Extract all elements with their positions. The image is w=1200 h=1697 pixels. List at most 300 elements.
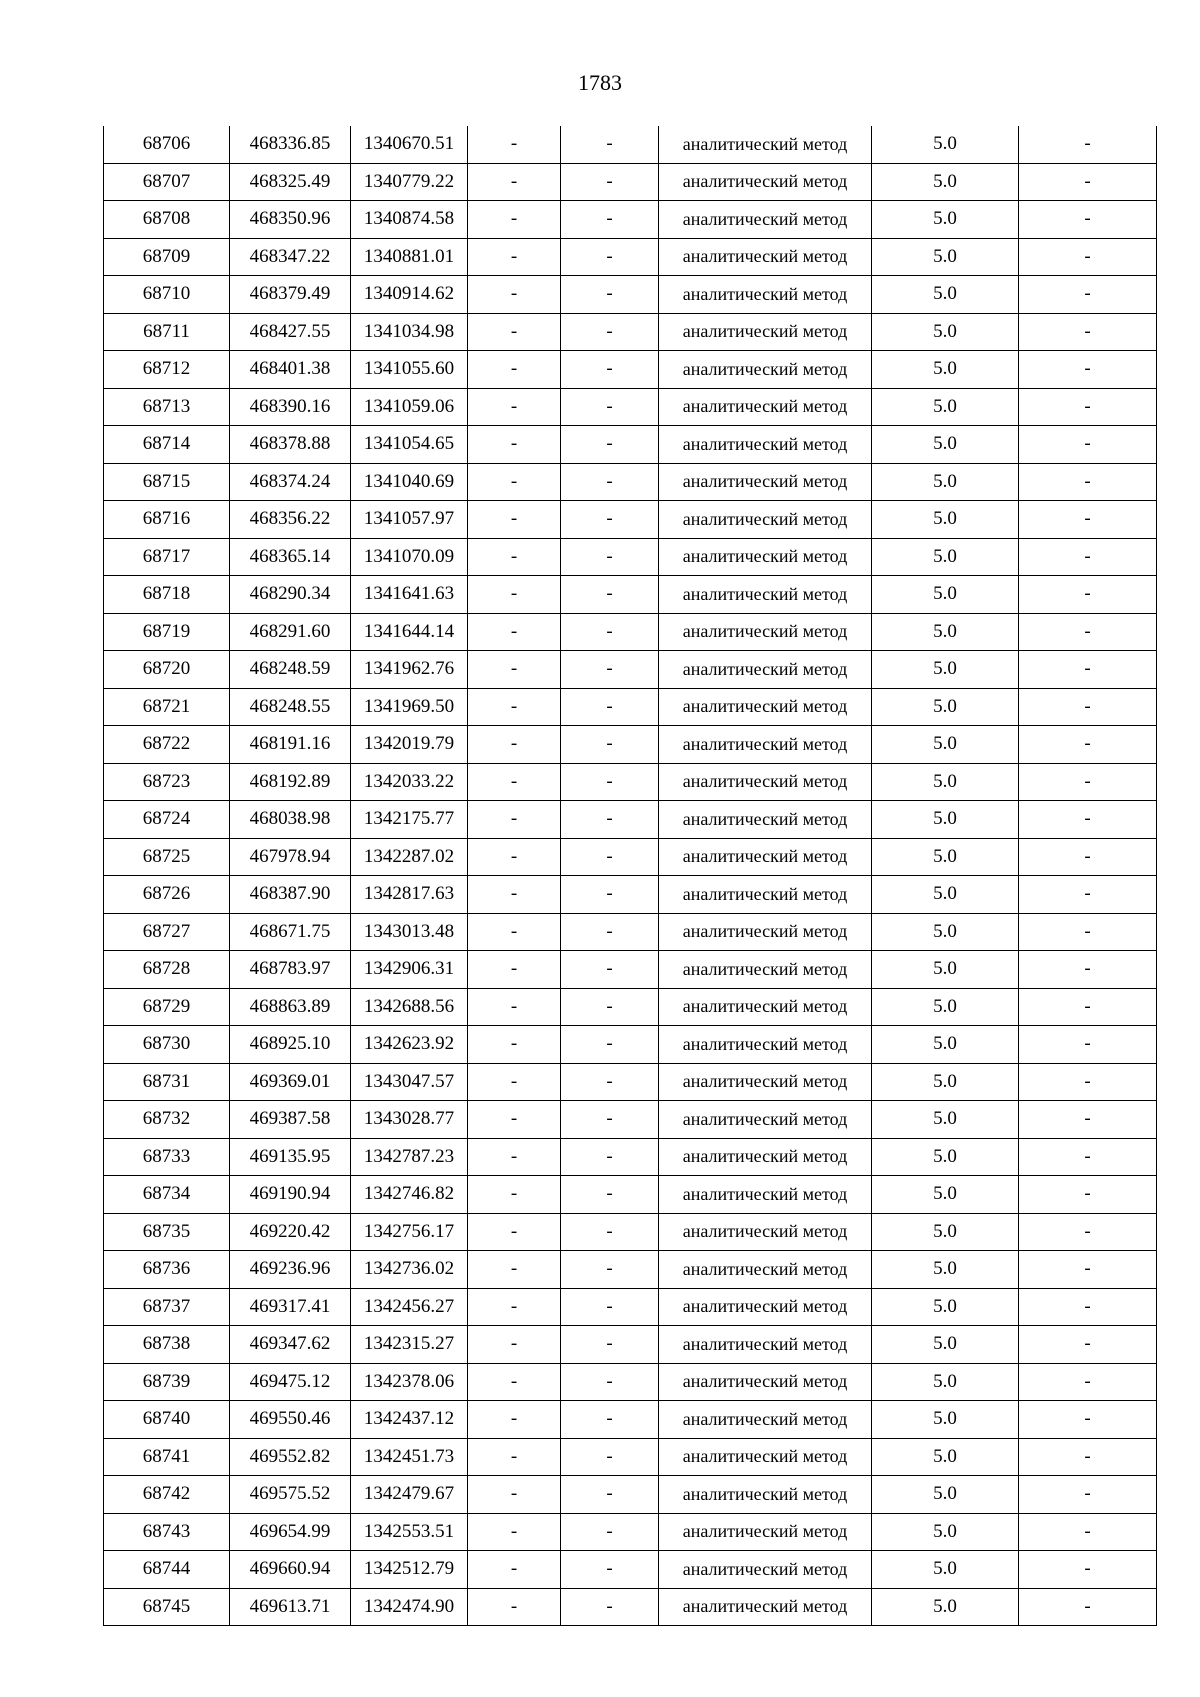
empty-value-cell: - bbox=[468, 1138, 561, 1176]
point-number-cell: 68706 bbox=[104, 126, 230, 163]
empty-value-cell: - bbox=[561, 1288, 659, 1326]
empty-value-cell: - bbox=[468, 1101, 561, 1139]
y-coordinate-cell: 1341034.98 bbox=[351, 313, 468, 351]
table-row bbox=[104, 651, 1157, 689]
y-coordinate-cell: 1340874.58 bbox=[351, 201, 468, 239]
empty-value-cell: - bbox=[1019, 1438, 1157, 1476]
x-coordinate-cell: 469660.94 bbox=[230, 1551, 351, 1589]
x-coordinate-cell: 468390.16 bbox=[230, 388, 351, 426]
accuracy-cell: 5.0 bbox=[872, 351, 1019, 389]
table-row bbox=[104, 576, 1157, 614]
x-coordinate-cell: 468378.88 bbox=[230, 426, 351, 464]
table-row bbox=[104, 163, 1157, 201]
empty-value-cell: - bbox=[1019, 1588, 1157, 1626]
empty-value-cell: - bbox=[1019, 1026, 1157, 1064]
x-coordinate-cell: 468248.59 bbox=[230, 651, 351, 689]
point-number-cell: 68722 bbox=[104, 726, 230, 764]
x-coordinate-cell: 468783.97 bbox=[230, 951, 351, 989]
empty-value-cell: - bbox=[561, 238, 659, 276]
accuracy-cell: 5.0 bbox=[872, 1101, 1019, 1139]
method-cell: аналитический метод bbox=[659, 1401, 872, 1439]
empty-value-cell: - bbox=[561, 1138, 659, 1176]
page-number: 1783 bbox=[578, 70, 622, 95]
y-coordinate-cell: 1341962.76 bbox=[351, 651, 468, 689]
accuracy-cell: 5.0 bbox=[872, 1363, 1019, 1401]
method-cell: аналитический метод bbox=[659, 126, 872, 163]
empty-value-cell: - bbox=[1019, 538, 1157, 576]
accuracy-cell: 5.0 bbox=[872, 1176, 1019, 1214]
empty-value-cell: - bbox=[561, 1588, 659, 1626]
empty-value-cell: - bbox=[1019, 801, 1157, 839]
empty-value-cell: - bbox=[1019, 1063, 1157, 1101]
table-row bbox=[104, 463, 1157, 501]
empty-value-cell: - bbox=[1019, 201, 1157, 239]
x-coordinate-cell: 468671.75 bbox=[230, 913, 351, 951]
x-coordinate-cell: 468863.89 bbox=[230, 988, 351, 1026]
accuracy-cell: 5.0 bbox=[872, 238, 1019, 276]
table-row bbox=[104, 1138, 1157, 1176]
y-coordinate-cell: 1343028.77 bbox=[351, 1101, 468, 1139]
x-coordinate-cell: 468336.85 bbox=[230, 126, 351, 163]
accuracy-cell: 5.0 bbox=[872, 576, 1019, 614]
method-cell: аналитический метод bbox=[659, 688, 872, 726]
point-number-cell: 68715 bbox=[104, 463, 230, 501]
y-coordinate-cell: 1342787.23 bbox=[351, 1138, 468, 1176]
x-coordinate-cell: 469135.95 bbox=[230, 1138, 351, 1176]
empty-value-cell: - bbox=[561, 763, 659, 801]
y-coordinate-cell: 1342033.22 bbox=[351, 763, 468, 801]
empty-value-cell: - bbox=[1019, 463, 1157, 501]
x-coordinate-cell: 469575.52 bbox=[230, 1476, 351, 1514]
table-row bbox=[104, 201, 1157, 239]
point-number-cell: 68718 bbox=[104, 576, 230, 614]
table-row bbox=[104, 126, 1157, 163]
accuracy-cell: 5.0 bbox=[872, 726, 1019, 764]
table-row bbox=[104, 951, 1157, 989]
method-cell: аналитический метод bbox=[659, 426, 872, 464]
table-row bbox=[104, 763, 1157, 801]
x-coordinate-cell: 468374.24 bbox=[230, 463, 351, 501]
empty-value-cell: - bbox=[468, 313, 561, 351]
y-coordinate-cell: 1342456.27 bbox=[351, 1288, 468, 1326]
point-number-cell: 68740 bbox=[104, 1401, 230, 1439]
empty-value-cell: - bbox=[468, 1326, 561, 1364]
accuracy-cell: 5.0 bbox=[872, 651, 1019, 689]
empty-value-cell: - bbox=[468, 763, 561, 801]
x-coordinate-cell: 468387.90 bbox=[230, 876, 351, 914]
method-cell: аналитический метод bbox=[659, 313, 872, 351]
empty-value-cell: - bbox=[468, 576, 561, 614]
point-number-cell: 68711 bbox=[104, 313, 230, 351]
x-coordinate-cell: 469552.82 bbox=[230, 1438, 351, 1476]
accuracy-cell: 5.0 bbox=[872, 1213, 1019, 1251]
x-coordinate-cell: 468191.16 bbox=[230, 726, 351, 764]
method-cell: аналитический метод bbox=[659, 726, 872, 764]
point-number-cell: 68709 bbox=[104, 238, 230, 276]
y-coordinate-cell: 1342817.63 bbox=[351, 876, 468, 914]
method-cell: аналитический метод bbox=[659, 351, 872, 389]
table-row bbox=[104, 801, 1157, 839]
y-coordinate-cell: 1341054.65 bbox=[351, 426, 468, 464]
y-coordinate-cell: 1340670.51 bbox=[351, 126, 468, 163]
method-cell: аналитический метод bbox=[659, 538, 872, 576]
x-coordinate-cell: 469387.58 bbox=[230, 1101, 351, 1139]
point-number-cell: 68735 bbox=[104, 1213, 230, 1251]
x-coordinate-cell: 468248.55 bbox=[230, 688, 351, 726]
accuracy-cell: 5.0 bbox=[872, 1026, 1019, 1064]
point-number-cell: 68717 bbox=[104, 538, 230, 576]
point-number-cell: 68730 bbox=[104, 1026, 230, 1064]
empty-value-cell: - bbox=[1019, 163, 1157, 201]
method-cell: аналитический метод bbox=[659, 1213, 872, 1251]
empty-value-cell: - bbox=[561, 801, 659, 839]
x-coordinate-cell: 469236.96 bbox=[230, 1251, 351, 1289]
table-row bbox=[104, 1176, 1157, 1214]
empty-value-cell: - bbox=[1019, 651, 1157, 689]
accuracy-cell: 5.0 bbox=[872, 613, 1019, 651]
point-number-cell: 68710 bbox=[104, 276, 230, 314]
point-number-cell: 68726 bbox=[104, 876, 230, 914]
point-number-cell: 68732 bbox=[104, 1101, 230, 1139]
method-cell: аналитический метод bbox=[659, 1588, 872, 1626]
empty-value-cell: - bbox=[1019, 726, 1157, 764]
method-cell: аналитический метод bbox=[659, 1513, 872, 1551]
method-cell: аналитический метод bbox=[659, 1026, 872, 1064]
y-coordinate-cell: 1343047.57 bbox=[351, 1063, 468, 1101]
empty-value-cell: - bbox=[561, 501, 659, 539]
point-number-cell: 68733 bbox=[104, 1138, 230, 1176]
y-coordinate-cell: 1342451.73 bbox=[351, 1438, 468, 1476]
empty-value-cell: - bbox=[468, 1251, 561, 1289]
accuracy-cell: 5.0 bbox=[872, 501, 1019, 539]
empty-value-cell: - bbox=[468, 1176, 561, 1214]
empty-value-cell: - bbox=[468, 388, 561, 426]
empty-value-cell: - bbox=[1019, 1101, 1157, 1139]
x-coordinate-cell: 468038.98 bbox=[230, 801, 351, 839]
empty-value-cell: - bbox=[468, 1288, 561, 1326]
empty-value-cell: - bbox=[1019, 276, 1157, 314]
point-number-cell: 68724 bbox=[104, 801, 230, 839]
empty-value-cell: - bbox=[468, 988, 561, 1026]
y-coordinate-cell: 1341641.63 bbox=[351, 576, 468, 614]
point-number-cell: 68707 bbox=[104, 163, 230, 201]
empty-value-cell: - bbox=[468, 1063, 561, 1101]
x-coordinate-cell: 469475.12 bbox=[230, 1363, 351, 1401]
empty-value-cell: - bbox=[1019, 1326, 1157, 1364]
accuracy-cell: 5.0 bbox=[872, 1513, 1019, 1551]
empty-value-cell: - bbox=[561, 1101, 659, 1139]
point-number-cell: 68742 bbox=[104, 1476, 230, 1514]
empty-value-cell: - bbox=[561, 126, 659, 163]
accuracy-cell: 5.0 bbox=[872, 1438, 1019, 1476]
accuracy-cell: 5.0 bbox=[872, 1063, 1019, 1101]
y-coordinate-cell: 1342479.67 bbox=[351, 1476, 468, 1514]
empty-value-cell: - bbox=[468, 838, 561, 876]
x-coordinate-cell: 468192.89 bbox=[230, 763, 351, 801]
empty-value-cell: - bbox=[561, 876, 659, 914]
empty-value-cell: - bbox=[468, 463, 561, 501]
accuracy-cell: 5.0 bbox=[872, 388, 1019, 426]
point-number-cell: 68741 bbox=[104, 1438, 230, 1476]
table-row bbox=[104, 388, 1157, 426]
x-coordinate-cell: 469347.62 bbox=[230, 1326, 351, 1364]
empty-value-cell: - bbox=[1019, 1138, 1157, 1176]
empty-value-cell: - bbox=[561, 388, 659, 426]
empty-value-cell: - bbox=[561, 426, 659, 464]
table-row bbox=[104, 276, 1157, 314]
accuracy-cell: 5.0 bbox=[872, 1251, 1019, 1289]
y-coordinate-cell: 1341040.69 bbox=[351, 463, 468, 501]
table-body bbox=[104, 126, 1157, 1626]
empty-value-cell: - bbox=[468, 426, 561, 464]
accuracy-cell: 5.0 bbox=[872, 763, 1019, 801]
empty-value-cell: - bbox=[468, 726, 561, 764]
empty-value-cell: - bbox=[468, 688, 561, 726]
empty-value-cell: - bbox=[561, 838, 659, 876]
table-row bbox=[104, 1438, 1157, 1476]
y-coordinate-cell: 1341055.60 bbox=[351, 351, 468, 389]
point-number-cell: 68714 bbox=[104, 426, 230, 464]
accuracy-cell: 5.0 bbox=[872, 1476, 1019, 1514]
method-cell: аналитический метод bbox=[659, 238, 872, 276]
y-coordinate-cell: 1341057.97 bbox=[351, 501, 468, 539]
coordinates-table bbox=[103, 126, 1157, 1626]
table-row bbox=[104, 1513, 1157, 1551]
y-coordinate-cell: 1342512.79 bbox=[351, 1551, 468, 1589]
point-number-cell: 68734 bbox=[104, 1176, 230, 1214]
empty-value-cell: - bbox=[561, 538, 659, 576]
y-coordinate-cell: 1340914.62 bbox=[351, 276, 468, 314]
y-coordinate-cell: 1342736.02 bbox=[351, 1251, 468, 1289]
empty-value-cell: - bbox=[1019, 1363, 1157, 1401]
y-coordinate-cell: 1342474.90 bbox=[351, 1588, 468, 1626]
table-row bbox=[104, 238, 1157, 276]
table-row bbox=[104, 913, 1157, 951]
method-cell: аналитический метод bbox=[659, 988, 872, 1026]
accuracy-cell: 5.0 bbox=[872, 838, 1019, 876]
table-row bbox=[104, 1026, 1157, 1064]
y-coordinate-cell: 1342175.77 bbox=[351, 801, 468, 839]
empty-value-cell: - bbox=[561, 1026, 659, 1064]
empty-value-cell: - bbox=[561, 913, 659, 951]
method-cell: аналитический метод bbox=[659, 201, 872, 239]
empty-value-cell: - bbox=[1019, 688, 1157, 726]
accuracy-cell: 5.0 bbox=[872, 1588, 1019, 1626]
point-number-cell: 68725 bbox=[104, 838, 230, 876]
empty-value-cell: - bbox=[1019, 1551, 1157, 1589]
empty-value-cell: - bbox=[468, 238, 561, 276]
empty-value-cell: - bbox=[468, 538, 561, 576]
x-coordinate-cell: 469550.46 bbox=[230, 1401, 351, 1439]
empty-value-cell: - bbox=[1019, 613, 1157, 651]
empty-value-cell: - bbox=[468, 1026, 561, 1064]
empty-value-cell: - bbox=[561, 1213, 659, 1251]
y-coordinate-cell: 1342437.12 bbox=[351, 1401, 468, 1439]
point-number-cell: 68720 bbox=[104, 651, 230, 689]
accuracy-cell: 5.0 bbox=[872, 988, 1019, 1026]
x-coordinate-cell: 467978.94 bbox=[230, 838, 351, 876]
y-coordinate-cell: 1342287.02 bbox=[351, 838, 468, 876]
empty-value-cell: - bbox=[561, 1476, 659, 1514]
y-coordinate-cell: 1343013.48 bbox=[351, 913, 468, 951]
empty-value-cell: - bbox=[468, 801, 561, 839]
empty-value-cell: - bbox=[561, 1438, 659, 1476]
accuracy-cell: 5.0 bbox=[872, 688, 1019, 726]
point-number-cell: 68729 bbox=[104, 988, 230, 1026]
point-number-cell: 68727 bbox=[104, 913, 230, 951]
empty-value-cell: - bbox=[1019, 1251, 1157, 1289]
empty-value-cell: - bbox=[1019, 313, 1157, 351]
x-coordinate-cell: 468379.49 bbox=[230, 276, 351, 314]
accuracy-cell: 5.0 bbox=[872, 538, 1019, 576]
x-coordinate-cell: 469369.01 bbox=[230, 1063, 351, 1101]
table-row bbox=[104, 1363, 1157, 1401]
point-number-cell: 68719 bbox=[104, 613, 230, 651]
empty-value-cell: - bbox=[1019, 351, 1157, 389]
y-coordinate-cell: 1342906.31 bbox=[351, 951, 468, 989]
y-coordinate-cell: 1342378.06 bbox=[351, 1363, 468, 1401]
point-number-cell: 68736 bbox=[104, 1251, 230, 1289]
method-cell: аналитический метод bbox=[659, 1138, 872, 1176]
method-cell: аналитический метод bbox=[659, 1288, 872, 1326]
method-cell: аналитический метод bbox=[659, 463, 872, 501]
method-cell: аналитический метод bbox=[659, 613, 872, 651]
empty-value-cell: - bbox=[468, 951, 561, 989]
table-row bbox=[104, 1251, 1157, 1289]
empty-value-cell: - bbox=[468, 651, 561, 689]
method-cell: аналитический метод bbox=[659, 1551, 872, 1589]
point-number-cell: 68713 bbox=[104, 388, 230, 426]
x-coordinate-cell: 468291.60 bbox=[230, 613, 351, 651]
empty-value-cell: - bbox=[561, 1063, 659, 1101]
accuracy-cell: 5.0 bbox=[872, 1551, 1019, 1589]
x-coordinate-cell: 469317.41 bbox=[230, 1288, 351, 1326]
point-number-cell: 68739 bbox=[104, 1363, 230, 1401]
accuracy-cell: 5.0 bbox=[872, 913, 1019, 951]
y-coordinate-cell: 1341070.09 bbox=[351, 538, 468, 576]
method-cell: аналитический метод bbox=[659, 1176, 872, 1214]
empty-value-cell: - bbox=[1019, 1288, 1157, 1326]
empty-value-cell: - bbox=[1019, 876, 1157, 914]
empty-value-cell: - bbox=[1019, 1476, 1157, 1514]
empty-value-cell: - bbox=[561, 651, 659, 689]
empty-value-cell: - bbox=[561, 1251, 659, 1289]
empty-value-cell: - bbox=[1019, 1213, 1157, 1251]
x-coordinate-cell: 468427.55 bbox=[230, 313, 351, 351]
empty-value-cell: - bbox=[468, 501, 561, 539]
accuracy-cell: 5.0 bbox=[872, 426, 1019, 464]
empty-value-cell: - bbox=[561, 313, 659, 351]
x-coordinate-cell: 468401.38 bbox=[230, 351, 351, 389]
y-coordinate-cell: 1341644.14 bbox=[351, 613, 468, 651]
table-row bbox=[104, 501, 1157, 539]
point-number-cell: 68708 bbox=[104, 201, 230, 239]
accuracy-cell: 5.0 bbox=[872, 276, 1019, 314]
y-coordinate-cell: 1341059.06 bbox=[351, 388, 468, 426]
table-row bbox=[104, 726, 1157, 764]
table-row bbox=[104, 1063, 1157, 1101]
empty-value-cell: - bbox=[561, 163, 659, 201]
empty-value-cell: - bbox=[561, 1176, 659, 1214]
empty-value-cell: - bbox=[468, 876, 561, 914]
method-cell: аналитический метод bbox=[659, 876, 872, 914]
table-row bbox=[104, 613, 1157, 651]
method-cell: аналитический метод bbox=[659, 838, 872, 876]
table-row bbox=[104, 876, 1157, 914]
method-cell: аналитический метод bbox=[659, 1476, 872, 1514]
x-coordinate-cell: 468350.96 bbox=[230, 201, 351, 239]
x-coordinate-cell: 468347.22 bbox=[230, 238, 351, 276]
method-cell: аналитический метод bbox=[659, 763, 872, 801]
y-coordinate-cell: 1340779.22 bbox=[351, 163, 468, 201]
empty-value-cell: - bbox=[561, 1551, 659, 1589]
table-row bbox=[104, 1401, 1157, 1439]
method-cell: аналитический метод bbox=[659, 501, 872, 539]
y-coordinate-cell: 1342623.92 bbox=[351, 1026, 468, 1064]
accuracy-cell: 5.0 bbox=[872, 463, 1019, 501]
empty-value-cell: - bbox=[1019, 126, 1157, 163]
method-cell: аналитический метод bbox=[659, 1251, 872, 1289]
empty-value-cell: - bbox=[468, 1588, 561, 1626]
empty-value-cell: - bbox=[1019, 763, 1157, 801]
x-coordinate-cell: 468325.49 bbox=[230, 163, 351, 201]
accuracy-cell: 5.0 bbox=[872, 1288, 1019, 1326]
y-coordinate-cell: 1342315.27 bbox=[351, 1326, 468, 1364]
empty-value-cell: - bbox=[468, 1476, 561, 1514]
y-coordinate-cell: 1342688.56 bbox=[351, 988, 468, 1026]
table-row bbox=[104, 313, 1157, 351]
empty-value-cell: - bbox=[468, 351, 561, 389]
empty-value-cell: - bbox=[1019, 1401, 1157, 1439]
empty-value-cell: - bbox=[1019, 913, 1157, 951]
table-row bbox=[104, 538, 1157, 576]
empty-value-cell: - bbox=[561, 726, 659, 764]
empty-value-cell: - bbox=[561, 951, 659, 989]
method-cell: аналитический метод bbox=[659, 1363, 872, 1401]
empty-value-cell: - bbox=[1019, 1176, 1157, 1214]
table-row bbox=[104, 1213, 1157, 1251]
empty-value-cell: - bbox=[561, 276, 659, 314]
accuracy-cell: 5.0 bbox=[872, 163, 1019, 201]
y-coordinate-cell: 1342019.79 bbox=[351, 726, 468, 764]
y-coordinate-cell: 1342553.51 bbox=[351, 1513, 468, 1551]
x-coordinate-cell: 469654.99 bbox=[230, 1513, 351, 1551]
accuracy-cell: 5.0 bbox=[872, 1326, 1019, 1364]
table-row bbox=[104, 1288, 1157, 1326]
empty-value-cell: - bbox=[1019, 838, 1157, 876]
empty-value-cell: - bbox=[1019, 1513, 1157, 1551]
empty-value-cell: - bbox=[561, 351, 659, 389]
empty-value-cell: - bbox=[468, 201, 561, 239]
empty-value-cell: - bbox=[468, 1401, 561, 1439]
accuracy-cell: 5.0 bbox=[872, 201, 1019, 239]
point-number-cell: 68721 bbox=[104, 688, 230, 726]
method-cell: аналитический метод bbox=[659, 576, 872, 614]
table-row bbox=[104, 1588, 1157, 1626]
empty-value-cell: - bbox=[1019, 238, 1157, 276]
table-row bbox=[104, 1326, 1157, 1364]
point-number-cell: 68738 bbox=[104, 1326, 230, 1364]
empty-value-cell: - bbox=[561, 988, 659, 1026]
method-cell: аналитический метод bbox=[659, 651, 872, 689]
empty-value-cell: - bbox=[1019, 426, 1157, 464]
method-cell: аналитический метод bbox=[659, 951, 872, 989]
table-row bbox=[104, 988, 1157, 1026]
empty-value-cell: - bbox=[468, 163, 561, 201]
y-coordinate-cell: 1342756.17 bbox=[351, 1213, 468, 1251]
empty-value-cell: - bbox=[561, 613, 659, 651]
method-cell: аналитический метод bbox=[659, 1101, 872, 1139]
